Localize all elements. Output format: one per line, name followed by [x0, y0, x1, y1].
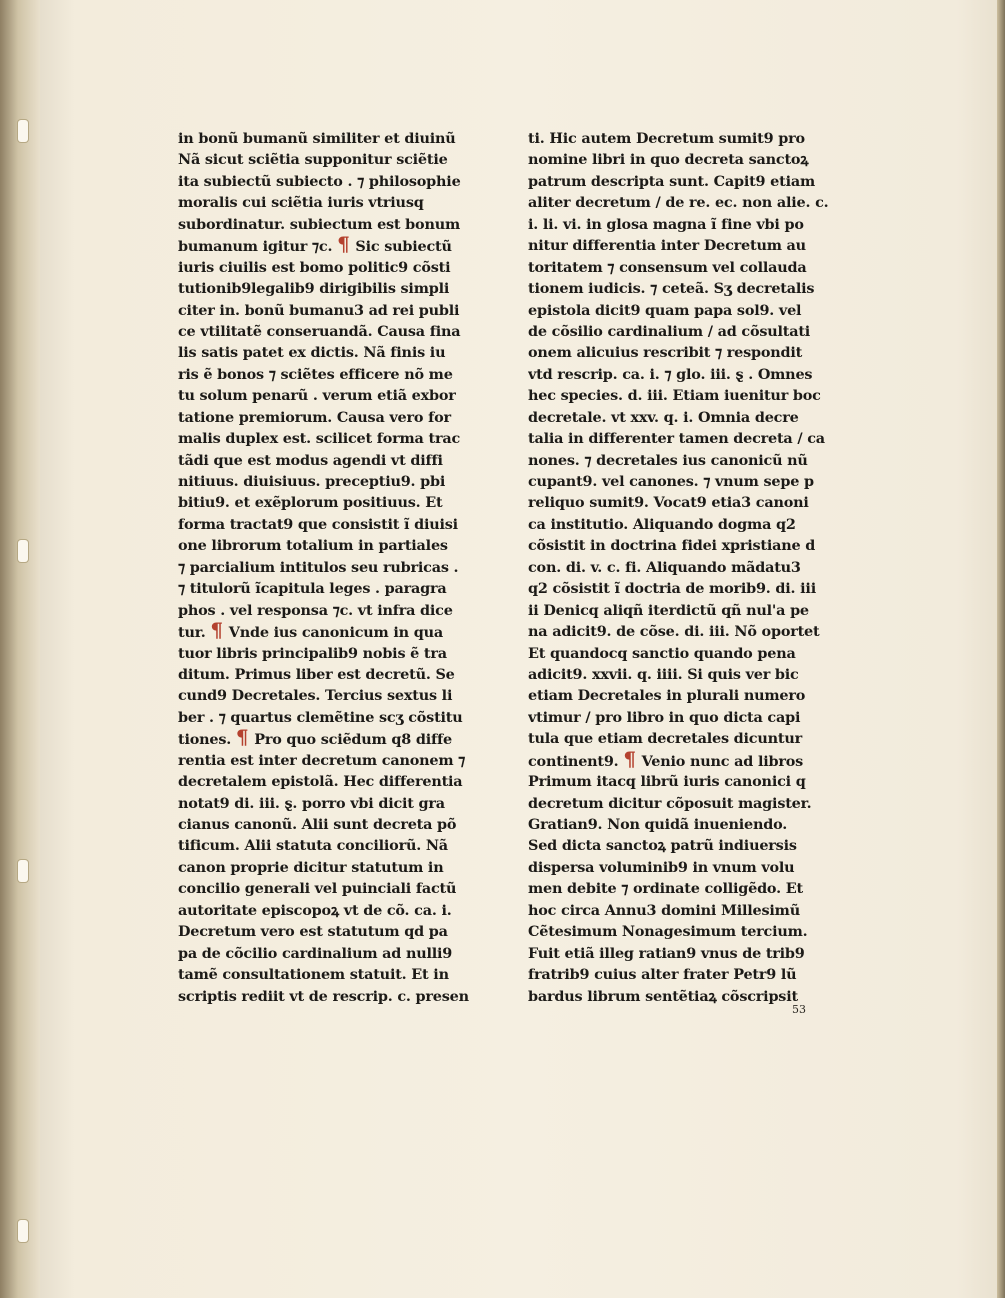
text-line: phos . vel responsa ⁊c. vt infra dice	[178, 601, 453, 619]
text-line: bitiu9. et exẽplorum positiuus. Et	[178, 494, 443, 512]
text-line: reliquo sumit9. Vocat9 etia3 canoni	[528, 494, 809, 512]
text-line: ris ẽ bonos ⁊ sciẽtes efficere nõ me	[178, 365, 453, 383]
text-line: bumanum igitur ⁊c. ¶ Sic subiectũ	[178, 235, 480, 256]
text-line: subordinatur. subiectum est bonum	[178, 215, 460, 233]
stitch-mark	[18, 1220, 28, 1242]
text-line: nones. ⁊ decretales ius canonicũ nũ	[528, 451, 808, 469]
text-line: ca institutio. Aliquando dogma q2	[528, 515, 796, 533]
text-line: forma tractat9 que consistit ĩ diuisi	[178, 515, 458, 533]
text-line: epistola dicit9 quam papa sol9. vel	[528, 301, 802, 319]
text-line: ber . ⁊ quartus clemẽtine scʒ cõstitu	[178, 708, 463, 726]
text-line: in bonũ bumanũ similiter et diuinũ	[178, 130, 456, 147]
text-line: cõsistit in doctrina fidei xpristiane d	[528, 537, 816, 555]
text-line: autoritate episcopoꝝ vt de cõ. ca. i.	[178, 901, 452, 919]
text-line: vtd rescrip. ca. i. ⁊ glo. iii. ȿ . Omnes	[528, 365, 813, 383]
text-line: talia in differenter tamen decreta / ca	[528, 430, 825, 448]
rubric-mark: ¶	[235, 728, 249, 750]
text-line: aliter decretum / de re. ec. non alie. c.	[528, 194, 829, 212]
text-line: Nã sicut sciẽtia supponitur sciẽtie	[178, 151, 448, 169]
text-line: hoc circa Annu3 domini Millesimũ	[528, 901, 800, 919]
text-line: onem alicuius rescribit ⁊ respondit	[528, 344, 803, 362]
text-line: dispersa voluminib9 in vnum volu	[528, 858, 795, 876]
text-line: bardus librum sentẽtiaꝝ cõscripsit	[528, 987, 798, 1005]
text-line: men debite ⁊ ordinate colligẽdo. Et	[528, 880, 803, 898]
text-line: canon proprie dicitur statutum in	[178, 858, 444, 876]
text-line: malis duplex est. scilicet forma trac	[178, 430, 461, 448]
text-line: Primum itacq librũ iuris canonici q	[528, 773, 806, 791]
text-line: decretalem epistolã. Hec differentia	[178, 773, 463, 791]
text-line: nitiuus. diuisiuus. preceptiu9. pbi	[178, 473, 446, 490]
text-line: con. di. v. c. fi. Aliquando mãdatu3	[528, 558, 801, 576]
text-line: decretale. vt xxv. q. i. Omnia decre	[528, 408, 799, 426]
text-line: rentia est inter decretum canonem ⁊	[178, 751, 466, 769]
text-line: ti. Hic autem Decretum sumit9 pro	[528, 130, 805, 147]
text-line: tiones. ¶ Pro quo sciẽdum q8 diffe	[178, 728, 480, 749]
text-line: nitur differentia inter Decretum au	[528, 237, 806, 255]
text-line: hec species. d. iii. Etiam iuenitur boc	[528, 387, 821, 405]
text-line: nomine libri in quo decreta sanctoꝝ	[528, 151, 809, 169]
text-line: tur. ¶ Vnde ius canonicum in qua	[178, 621, 480, 642]
text-line: ditum. Primus liber est decretũ. Se	[178, 665, 455, 683]
text-line: continent9. ¶ Venio nunc ad libros	[528, 750, 830, 771]
text-line: lis satis patet ex dictis. Nã finis iu	[178, 344, 446, 362]
text-line: Sed dicta sanctoꝝ patrũ indiuersis	[528, 837, 797, 855]
text-line: ⁊ parcialium intitulos seu rubricas .	[178, 558, 459, 576]
text-line: de cõsilio cardinalium / ad cõsultati	[528, 322, 811, 340]
text-line: tatione premiorum. Causa vero for	[178, 408, 451, 426]
text-line: ita subiectũ subiecto . ⁊ philosophie	[178, 172, 461, 190]
text-line: toritatem ⁊ consensum vel collauda	[528, 258, 807, 276]
page-edge-shadow	[997, 0, 1005, 1298]
text-line: cupant9. vel canones. ⁊ vnum sepe p	[528, 473, 814, 490]
text-line: Cẽtesimum Nonagesimum tercium.	[528, 923, 808, 941]
text-line: vtimur / pro libro in quo dicta capi	[528, 708, 801, 726]
stitch-mark	[18, 540, 28, 562]
text-line: tuor libris principalib9 nobis ẽ tra	[178, 644, 447, 662]
left-text-column	[178, 128, 480, 1007]
stitch-mark	[18, 860, 28, 882]
text-line: tãdi que est modus agendi vt diffi	[178, 451, 443, 469]
text-line: one librorum totalium in partiales	[178, 537, 448, 555]
text-line: na adicit9. de cõse. di. iii. Nõ oportet	[528, 623, 820, 641]
text-line: iuris ciuilis est bomo politic9 cõsti	[178, 258, 451, 276]
rubric-mark: ¶	[337, 235, 350, 257]
text-line: cianus canonũ. Alii sunt decreta põ	[178, 816, 457, 833]
text-line: ii Denicq aliqñ iterdictũ qñ nul'a pe	[528, 601, 809, 619]
binding-spine	[0, 0, 40, 1298]
text-line: citer in. bonũ bumanu3 ad rei publi	[178, 301, 460, 319]
text-line: Decretum vero est statutum qd pa	[178, 923, 448, 941]
text-line: concilio generali vel puinciali factũ	[178, 880, 457, 898]
text-line: tutionib9legalib9 dirigibilis simpli	[178, 280, 450, 298]
text-line: Et quandocq sanctio quando pena	[528, 644, 796, 662]
text-line: q2 cõsistit ĩ doctria de morib9. di. iii	[528, 580, 816, 598]
text-line: fratrib9 cuius alter frater Petr9 lũ	[528, 966, 797, 984]
text-line: tula que etiam decretales dicuntur	[528, 730, 802, 748]
text-line: moralis cui sciẽtia iuris vtriusq	[178, 194, 424, 212]
text-line: adicit9. xxvii. q. iiii. Si quis ver bic	[528, 665, 799, 683]
text-line: tamẽ consultationem statuit. Et in	[178, 966, 449, 984]
text-line: tificum. Alii statuta conciliorũ. Nã	[178, 837, 448, 855]
text-line: i. li. vi. in glosa magna ĩ fine vbi po	[528, 215, 804, 233]
text-line: ⁊ titulorũ ĩcapitula leges . paragra	[178, 580, 447, 598]
text-line: patrum descripta sunt. Capit9 etiam	[528, 172, 815, 190]
right-text-column	[528, 128, 830, 1007]
text-line: etiam Decretales in plurali numero	[528, 687, 806, 705]
text-line: notat9 di. iii. ȿ. porro vbi dicit gra	[178, 794, 445, 812]
text-line: tionem iudicis. ⁊ ceteã. Sʒ decretalis	[528, 280, 815, 298]
rubric-mark: ¶	[210, 621, 223, 643]
text-line: decretum dicitur cõposuit magister.	[528, 794, 812, 812]
text-line: Gratian9. Non quidã inueniendo.	[528, 816, 788, 833]
text-line: tu solum penarũ . verum etiã exbor	[178, 387, 456, 405]
text-line: Fuit etiã illeg ratian9 vnus de trib9	[528, 944, 805, 962]
stitch-mark	[18, 120, 28, 142]
folio-number: 53	[792, 1003, 806, 1016]
text-line: scriptis rediit vt de rescrip. c. presen	[178, 987, 469, 1005]
text-line: ce vtilitatẽ conseruandã. Causa fina	[178, 322, 461, 340]
text-line: cund9 Decretales. Tercius sextus li	[178, 687, 453, 705]
rubric-mark: ¶	[623, 749, 636, 771]
text-line: pa de cõcilio cardinalium ad nulli9	[178, 944, 453, 962]
